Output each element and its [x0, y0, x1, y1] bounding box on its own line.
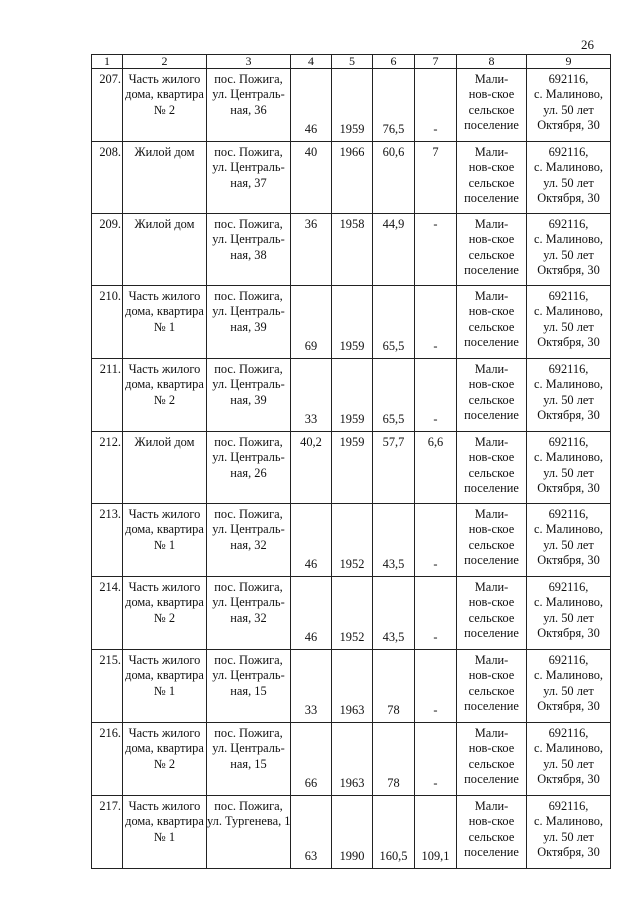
object-address-line: пос. Пожига,: [214, 72, 283, 86]
column-number: 3: [207, 55, 291, 69]
location-line: 692116,: [548, 289, 589, 303]
table-row: [92, 286, 611, 359]
value-col-7: -: [415, 650, 457, 723]
object-address-line: ул. Централь-: [212, 87, 285, 102]
value-col-5: 1966: [332, 142, 373, 214]
object-address-line: пос. Пожига,: [214, 217, 283, 231]
location: [527, 577, 611, 650]
object-address: [207, 432, 291, 504]
location-line: ул. 50 лет: [543, 392, 594, 407]
row-number: 209.: [92, 214, 123, 286]
location-line: с. Малиново,: [533, 160, 604, 175]
value-col-4: 46: [291, 577, 332, 650]
row-number: 214.: [92, 577, 123, 650]
object-name-line: дома, квартира: [125, 522, 204, 537]
object-name-line: № 1: [153, 683, 176, 698]
owner: [457, 214, 527, 286]
location: [527, 504, 611, 577]
owner: [457, 359, 527, 432]
row-number: 207.: [92, 69, 123, 142]
location-line: с. Малиново,: [533, 668, 604, 683]
location-line: 692116,: [548, 726, 589, 740]
object-address-line: ул. Централь-: [212, 160, 285, 175]
object-name-line: № 2: [153, 102, 176, 117]
location-line: Октября, 30: [537, 553, 600, 568]
value-col-6: 76,5: [373, 69, 415, 142]
owner-line: Мали-: [474, 435, 509, 449]
table-row: [92, 69, 611, 142]
object-address-line: ная, 26: [230, 465, 267, 480]
value-col-4: 46: [291, 69, 332, 142]
value-col-4: 69: [291, 286, 332, 359]
object-address-line: пос. Пожига,: [214, 799, 283, 813]
location-line: Октября, 30: [537, 845, 600, 860]
location: [527, 723, 611, 796]
owner-line: сельское: [468, 537, 515, 552]
object-name-line: № 1: [153, 537, 176, 552]
value-col-5: 1990: [332, 796, 373, 869]
location: [527, 69, 611, 142]
owner-line: поселение: [464, 699, 519, 714]
row-number: 211.: [92, 359, 123, 432]
object-name: [123, 286, 207, 359]
value-col-4: 40: [291, 142, 332, 214]
column-number: 7: [415, 55, 457, 69]
owner: [457, 796, 527, 869]
location-line: ул. 50 лет: [543, 465, 594, 480]
owner-line: поселение: [464, 335, 519, 350]
value-col-6: 78: [373, 650, 415, 723]
row-number: 208.: [92, 142, 123, 214]
object-name-line: дома, квартира: [125, 377, 204, 392]
object-address-line: ная, 38: [230, 247, 267, 262]
object-name-line: дома, квартира: [125, 741, 204, 756]
object-address: [207, 286, 291, 359]
location-line: Октября, 30: [537, 408, 600, 423]
value-col-6: 60,6: [373, 142, 415, 214]
owner-line: сельское: [468, 465, 515, 480]
value-col-5: 1963: [332, 650, 373, 723]
location-line: 692116,: [548, 435, 589, 449]
object-address-line: ул. Централь-: [212, 377, 285, 392]
location-line: 692116,: [548, 653, 589, 667]
location-line: Октября, 30: [537, 191, 600, 206]
owner-line: Мали-: [474, 580, 509, 594]
object-name-line: Жилой дом: [134, 145, 195, 159]
object-name-line: дома, квартира: [125, 814, 204, 829]
location: [527, 359, 611, 432]
object-address-line: пос. Пожига,: [214, 507, 283, 521]
object-address-line: ул. Тургенева, 1: [207, 814, 291, 829]
owner-line: Мали-: [474, 362, 509, 376]
object-name-line: № 2: [153, 610, 176, 625]
row-number: 216.: [92, 723, 123, 796]
table-row: [92, 142, 611, 214]
object-name: [123, 432, 207, 504]
owner: [457, 142, 527, 214]
owner: [457, 286, 527, 359]
location-line: 692116,: [548, 507, 589, 521]
owner-line: поселение: [464, 408, 519, 423]
object-name-line: дома, квартира: [125, 304, 204, 319]
location-line: Октября, 30: [537, 335, 600, 350]
owner: [457, 432, 527, 504]
location-line: ул. 50 лет: [543, 247, 594, 262]
object-name-line: Часть жилого: [128, 726, 201, 740]
value-col-6: 44,9: [373, 214, 415, 286]
column-number-row: [92, 55, 611, 69]
location: [527, 650, 611, 723]
location-line: с. Малиново,: [533, 814, 604, 829]
location-line: ул. 50 лет: [543, 829, 594, 844]
object-address-line: ная, 39: [230, 392, 267, 407]
location-line: с. Малиново,: [533, 304, 604, 319]
object-name-line: Часть жилого: [128, 507, 201, 521]
object-name-line: Часть жилого: [128, 289, 201, 303]
location-line: Октября, 30: [537, 699, 600, 714]
column-number: 6: [373, 55, 415, 69]
owner-line: Мали-: [474, 217, 509, 231]
value-col-7: -: [415, 359, 457, 432]
object-address-line: ная, 32: [230, 537, 267, 552]
location-line: с. Малиново,: [533, 522, 604, 537]
owner-line: нов-ское: [468, 160, 515, 175]
row-number: 215.: [92, 650, 123, 723]
object-address-line: ул. Централь-: [212, 232, 285, 247]
table-row: [92, 432, 611, 504]
object-name: [123, 577, 207, 650]
owner-line: поселение: [464, 481, 519, 496]
location-line: Октября, 30: [537, 118, 600, 133]
location-line: ул. 50 лет: [543, 175, 594, 190]
location-line: с. Малиново,: [533, 450, 604, 465]
value-col-7: -: [415, 504, 457, 577]
object-name-line: Часть жилого: [128, 580, 201, 594]
value-col-5: 1959: [332, 69, 373, 142]
column-number: 1: [92, 55, 123, 69]
value-col-5: 1963: [332, 723, 373, 796]
object-name-line: № 1: [153, 829, 176, 844]
owner-line: Мали-: [474, 72, 509, 86]
object-address: [207, 142, 291, 214]
location-line: 692116,: [548, 72, 589, 86]
location-line: Октября, 30: [537, 481, 600, 496]
value-col-6: 78: [373, 723, 415, 796]
object-address: [207, 69, 291, 142]
location-line: ул. 50 лет: [543, 756, 594, 771]
owner-line: Мали-: [474, 289, 509, 303]
object-name-line: дома, квартира: [125, 87, 204, 102]
object-name: [123, 796, 207, 869]
owner-line: сельское: [468, 829, 515, 844]
location: [527, 142, 611, 214]
object-name-line: Жилой дом: [134, 435, 195, 449]
object-name-line: № 2: [153, 392, 176, 407]
value-col-6: 65,5: [373, 359, 415, 432]
owner-line: поселение: [464, 118, 519, 133]
owner-line: Мали-: [474, 726, 509, 740]
row-number: 212.: [92, 432, 123, 504]
owner-line: Мали-: [474, 145, 509, 159]
table-row: [92, 650, 611, 723]
owner-line: сельское: [468, 756, 515, 771]
value-col-5: 1952: [332, 504, 373, 577]
location-line: с. Малиново,: [533, 232, 604, 247]
value-col-7: -: [415, 214, 457, 286]
object-address-line: ная, 37: [230, 175, 267, 190]
object-address-line: пос. Пожига,: [214, 653, 283, 667]
object-address-line: пос. Пожига,: [214, 435, 283, 449]
owner-line: нов-ское: [468, 304, 515, 319]
property-register-table: [91, 54, 611, 869]
value-col-7: -: [415, 723, 457, 796]
table-row: [92, 723, 611, 796]
value-col-4: 33: [291, 359, 332, 432]
object-address-line: ул. Централь-: [212, 668, 285, 683]
object-name-line: Жилой дом: [134, 217, 195, 231]
object-name-line: дома, квартира: [125, 595, 204, 610]
column-number: 4: [291, 55, 332, 69]
location-line: Октября, 30: [537, 626, 600, 641]
object-address-line: ная, 15: [230, 756, 267, 771]
owner-line: сельское: [468, 102, 515, 117]
owner-line: поселение: [464, 772, 519, 787]
location-line: 692116,: [548, 145, 589, 159]
column-number: 8: [457, 55, 527, 69]
value-col-7: 109,1: [415, 796, 457, 869]
object-address: [207, 504, 291, 577]
value-col-4: 33: [291, 650, 332, 723]
owner: [457, 69, 527, 142]
owner-line: Мали-: [474, 799, 509, 813]
owner-line: Мали-: [474, 653, 509, 667]
value-col-6: 57,7: [373, 432, 415, 504]
value-col-4: 66: [291, 723, 332, 796]
value-col-5: 1959: [332, 432, 373, 504]
owner-line: поселение: [464, 553, 519, 568]
owner: [457, 577, 527, 650]
table-row: [92, 504, 611, 577]
owner-line: нов-ское: [468, 522, 515, 537]
object-name: [123, 359, 207, 432]
value-col-7: -: [415, 577, 457, 650]
location: [527, 214, 611, 286]
value-col-7: -: [415, 69, 457, 142]
owner-line: сельское: [468, 319, 515, 334]
value-col-4: 36: [291, 214, 332, 286]
location-line: с. Малиново,: [533, 595, 604, 610]
object-name-line: Часть жилого: [128, 799, 201, 813]
owner-line: нов-ское: [468, 232, 515, 247]
value-col-6: 65,5: [373, 286, 415, 359]
location: [527, 286, 611, 359]
row-number: 217.: [92, 796, 123, 869]
value-col-7: 7: [415, 142, 457, 214]
table-row: [92, 359, 611, 432]
owner-line: поселение: [464, 626, 519, 641]
object-address-line: ул. Централь-: [212, 595, 285, 610]
owner-line: нов-ское: [468, 741, 515, 756]
owner: [457, 650, 527, 723]
location-line: ул. 50 лет: [543, 610, 594, 625]
owner-line: сельское: [468, 610, 515, 625]
object-name-line: Часть жилого: [128, 362, 201, 376]
owner-line: поселение: [464, 263, 519, 278]
value-col-4: 40,2: [291, 432, 332, 504]
owner-line: сельское: [468, 683, 515, 698]
location-line: 692116,: [548, 362, 589, 376]
object-address: [207, 723, 291, 796]
owner-line: нов-ское: [468, 377, 515, 392]
column-number: 5: [332, 55, 373, 69]
object-name-line: Часть жилого: [128, 653, 201, 667]
owner-line: сельское: [468, 175, 515, 190]
object-address-line: ная, 36: [230, 102, 267, 117]
object-name: [123, 214, 207, 286]
location-line: ул. 50 лет: [543, 537, 594, 552]
owner-line: нов-ское: [468, 595, 515, 610]
location: [527, 796, 611, 869]
owner: [457, 723, 527, 796]
value-col-4: 46: [291, 504, 332, 577]
object-name-line: дома, квартира: [125, 668, 204, 683]
object-name: [123, 142, 207, 214]
owner-line: поселение: [464, 845, 519, 860]
object-address-line: ул. Централь-: [212, 304, 285, 319]
location-line: ул. 50 лет: [543, 102, 594, 117]
column-number: 9: [527, 55, 611, 69]
row-number: 210.: [92, 286, 123, 359]
owner-line: сельское: [468, 392, 515, 407]
object-address-line: ная, 39: [230, 319, 267, 334]
owner-line: поселение: [464, 191, 519, 206]
object-name: [123, 504, 207, 577]
value-col-7: 6,6: [415, 432, 457, 504]
object-address: [207, 214, 291, 286]
location-line: с. Малиново,: [533, 741, 604, 756]
object-name: [123, 650, 207, 723]
value-col-5: 1958: [332, 214, 373, 286]
object-address-line: ул. Централь-: [212, 522, 285, 537]
object-address-line: пос. Пожига,: [214, 726, 283, 740]
table-row: [92, 796, 611, 869]
value-col-7: -: [415, 286, 457, 359]
value-col-6: 160,5: [373, 796, 415, 869]
owner-line: нов-ское: [468, 668, 515, 683]
object-address-line: пос. Пожига,: [214, 362, 283, 376]
object-address-line: ул. Централь-: [212, 450, 285, 465]
location-line: ул. 50 лет: [543, 683, 594, 698]
object-address: [207, 359, 291, 432]
object-address: [207, 577, 291, 650]
column-number: 2: [123, 55, 207, 69]
object-name-line: № 1: [153, 319, 176, 334]
owner-line: нов-ское: [468, 87, 515, 102]
owner-line: нов-ское: [468, 814, 515, 829]
location: [527, 432, 611, 504]
location-line: 692116,: [548, 217, 589, 231]
value-col-6: 43,5: [373, 504, 415, 577]
object-name: [123, 723, 207, 796]
owner-line: Мали-: [474, 507, 509, 521]
object-name-line: Часть жилого: [128, 72, 201, 86]
location-line: с. Малиново,: [533, 377, 604, 392]
object-name: [123, 69, 207, 142]
location-line: Октября, 30: [537, 263, 600, 278]
table-row: [92, 214, 611, 286]
object-address-line: ная, 15: [230, 683, 267, 698]
object-address-line: пос. Пожига,: [214, 289, 283, 303]
object-name-line: № 2: [153, 756, 176, 771]
row-number: 213.: [92, 504, 123, 577]
value-col-6: 43,5: [373, 577, 415, 650]
value-col-5: 1959: [332, 359, 373, 432]
location-line: 692116,: [548, 799, 589, 813]
location-line: с. Малиново,: [533, 87, 604, 102]
location-line: 692116,: [548, 580, 589, 594]
object-address: [207, 650, 291, 723]
object-address-line: пос. Пожига,: [214, 145, 283, 159]
owner-line: нов-ское: [468, 450, 515, 465]
owner: [457, 504, 527, 577]
object-address-line: пос. Пожига,: [214, 580, 283, 594]
location-line: ул. 50 лет: [543, 319, 594, 334]
owner-line: сельское: [468, 247, 515, 262]
value-col-4: 63: [291, 796, 332, 869]
page-number: 26: [581, 37, 594, 52]
object-address-line: ул. Централь-: [212, 741, 285, 756]
value-col-5: 1959: [332, 286, 373, 359]
location-line: Октября, 30: [537, 772, 600, 787]
table-row: [92, 577, 611, 650]
object-address: [207, 796, 291, 869]
table-body: [92, 55, 611, 869]
value-col-5: 1952: [332, 577, 373, 650]
object-address-line: ная, 32: [230, 610, 267, 625]
